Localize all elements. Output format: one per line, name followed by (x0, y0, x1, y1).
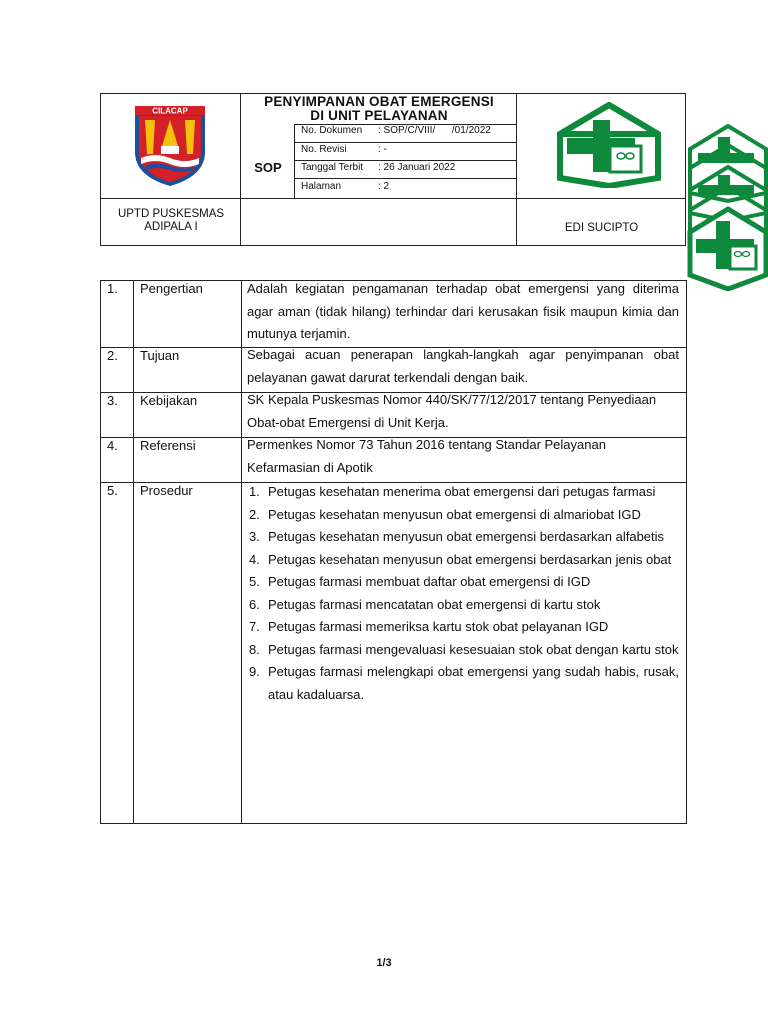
title-line-2: DI UNIT PELAYANAN (310, 108, 448, 123)
meta-row-page (301, 181, 389, 192)
list-item (247, 661, 679, 706)
content-table (100, 280, 687, 824)
step-text: Petugas farmasi melengkapi obat emergensi yang sudah habis, rusak, atau kadaluarsa. (268, 664, 679, 702)
step-text: Petugas kesehatan menyusun obat emergensi berdasarkan jenis obat (268, 551, 672, 567)
step-number: 8. (249, 641, 260, 657)
title-line-1: PENYIMPANAN OBAT EMERGENSI (264, 94, 494, 109)
meta-key: Tanggal Terbit (301, 162, 364, 173)
divider (294, 178, 516, 179)
meta-key: No. Dokumen (301, 125, 363, 136)
divider (133, 281, 134, 823)
puskesmas-logo-stack-icon (686, 123, 768, 291)
step-text: Petugas farmasi mencatatan obat emergensi di kartu stok (268, 596, 601, 612)
divider (241, 281, 242, 823)
row-label-prosedur: Prosedur (140, 483, 193, 498)
step-text: Petugas kesehatan menyusun obat emergensi di almariobat IGD (268, 506, 641, 522)
cilacap-logo (131, 104, 209, 188)
meta-key: Halaman (301, 181, 342, 192)
meta-value: : SOP/C/VIII/ /01/2022 (378, 125, 491, 136)
row-number: 5. (107, 483, 118, 498)
meta-row-revision (301, 144, 387, 155)
meta-value: : 26 Januari 2022 (378, 162, 456, 173)
org-line-1: UPTD PUSKESMAS (117, 208, 225, 220)
row-number: 3. (107, 393, 118, 408)
row-label-tujuan: Tujuan (140, 348, 180, 363)
prosedur-list (247, 481, 679, 706)
meta-row-date (301, 162, 455, 173)
organization-name (101, 208, 241, 234)
meta-key: No. Revisi (301, 144, 347, 155)
meta-value: : - (378, 144, 387, 155)
step-number: 7. (249, 619, 260, 634)
step-number: 2. (249, 506, 260, 522)
step-number: 3. (249, 529, 260, 544)
step-number: 4. (249, 551, 260, 567)
meta-row-document (301, 125, 491, 136)
list-item (247, 616, 679, 639)
list-item (247, 639, 679, 662)
puskesmas-logo (555, 102, 663, 188)
step-number: 5. (249, 574, 260, 589)
row-number: 2. (107, 348, 118, 363)
list-item (247, 526, 679, 549)
divider (294, 124, 295, 198)
logo-text: CILACAP (152, 106, 188, 116)
list-item (247, 594, 679, 617)
page-number: 1/3 (376, 957, 392, 969)
divider (294, 160, 516, 161)
row-text-pengertian: Adalah kegiatan pengamanan terhadap obat emergensi yang diterima agar aman (tidak hilang) terhindar dari kerusakan fisik maupun kimia dan mutunya terjamin. (247, 281, 679, 341)
org-line-2: ADIPALA I (144, 221, 198, 233)
row-number: 1. (107, 281, 118, 296)
signatory-name: EDI SUCIPTO (564, 222, 639, 234)
header-table (100, 93, 686, 246)
sop-label: SOP (254, 160, 282, 175)
row-label-kebijakan: Kebijakan (140, 393, 198, 408)
step-text: Petugas farmasi membuat daftar obat emergensi di IGD (268, 574, 591, 589)
row-text-kebijakan: SK Kepala Puskesmas Nomor 440/SK/77/12/2017 tentang Penyediaan Obat-obat Emergensi di Unit Kerja. (247, 392, 657, 430)
step-number: 6. (249, 596, 260, 612)
divider (294, 142, 516, 143)
meta-value: : 2 (378, 181, 390, 192)
list-item (247, 504, 679, 527)
step-text: Petugas farmasi mengevaluasi kesesuaian stok obat dengan kartu stok (268, 641, 679, 657)
row-text-tujuan: Sebagai acuan penerapan langkah-langkah agar penyimpanan obat pelayanan gawat darurat terkendali dengan baik. (247, 347, 679, 385)
row-number: 4. (107, 438, 118, 453)
step-number: 1. (249, 484, 260, 499)
step-text: Petugas kesehatan menyusun obat emergensi berdasarkan alfabetis (268, 529, 665, 544)
row-label-pengertian: Pengertian (140, 281, 203, 296)
row-label-referensi: Referensi (140, 438, 196, 453)
list-item (247, 481, 679, 504)
step-text: Petugas kesehatan menerima obat emergensi dari petugas farmasi (268, 484, 656, 499)
divider (101, 198, 685, 199)
list-item (247, 549, 679, 572)
document-title (241, 94, 517, 123)
step-number: 9. (249, 664, 260, 679)
list-item (247, 571, 679, 594)
step-text: Petugas farmasi memeriksa kartu stok obat pelayanan IGD (268, 619, 609, 634)
row-text-referensi: Permenkes Nomor 73 Tahun 2016 tentang Standar Pelayanan Kefarmasian di Apotik (247, 437, 606, 475)
